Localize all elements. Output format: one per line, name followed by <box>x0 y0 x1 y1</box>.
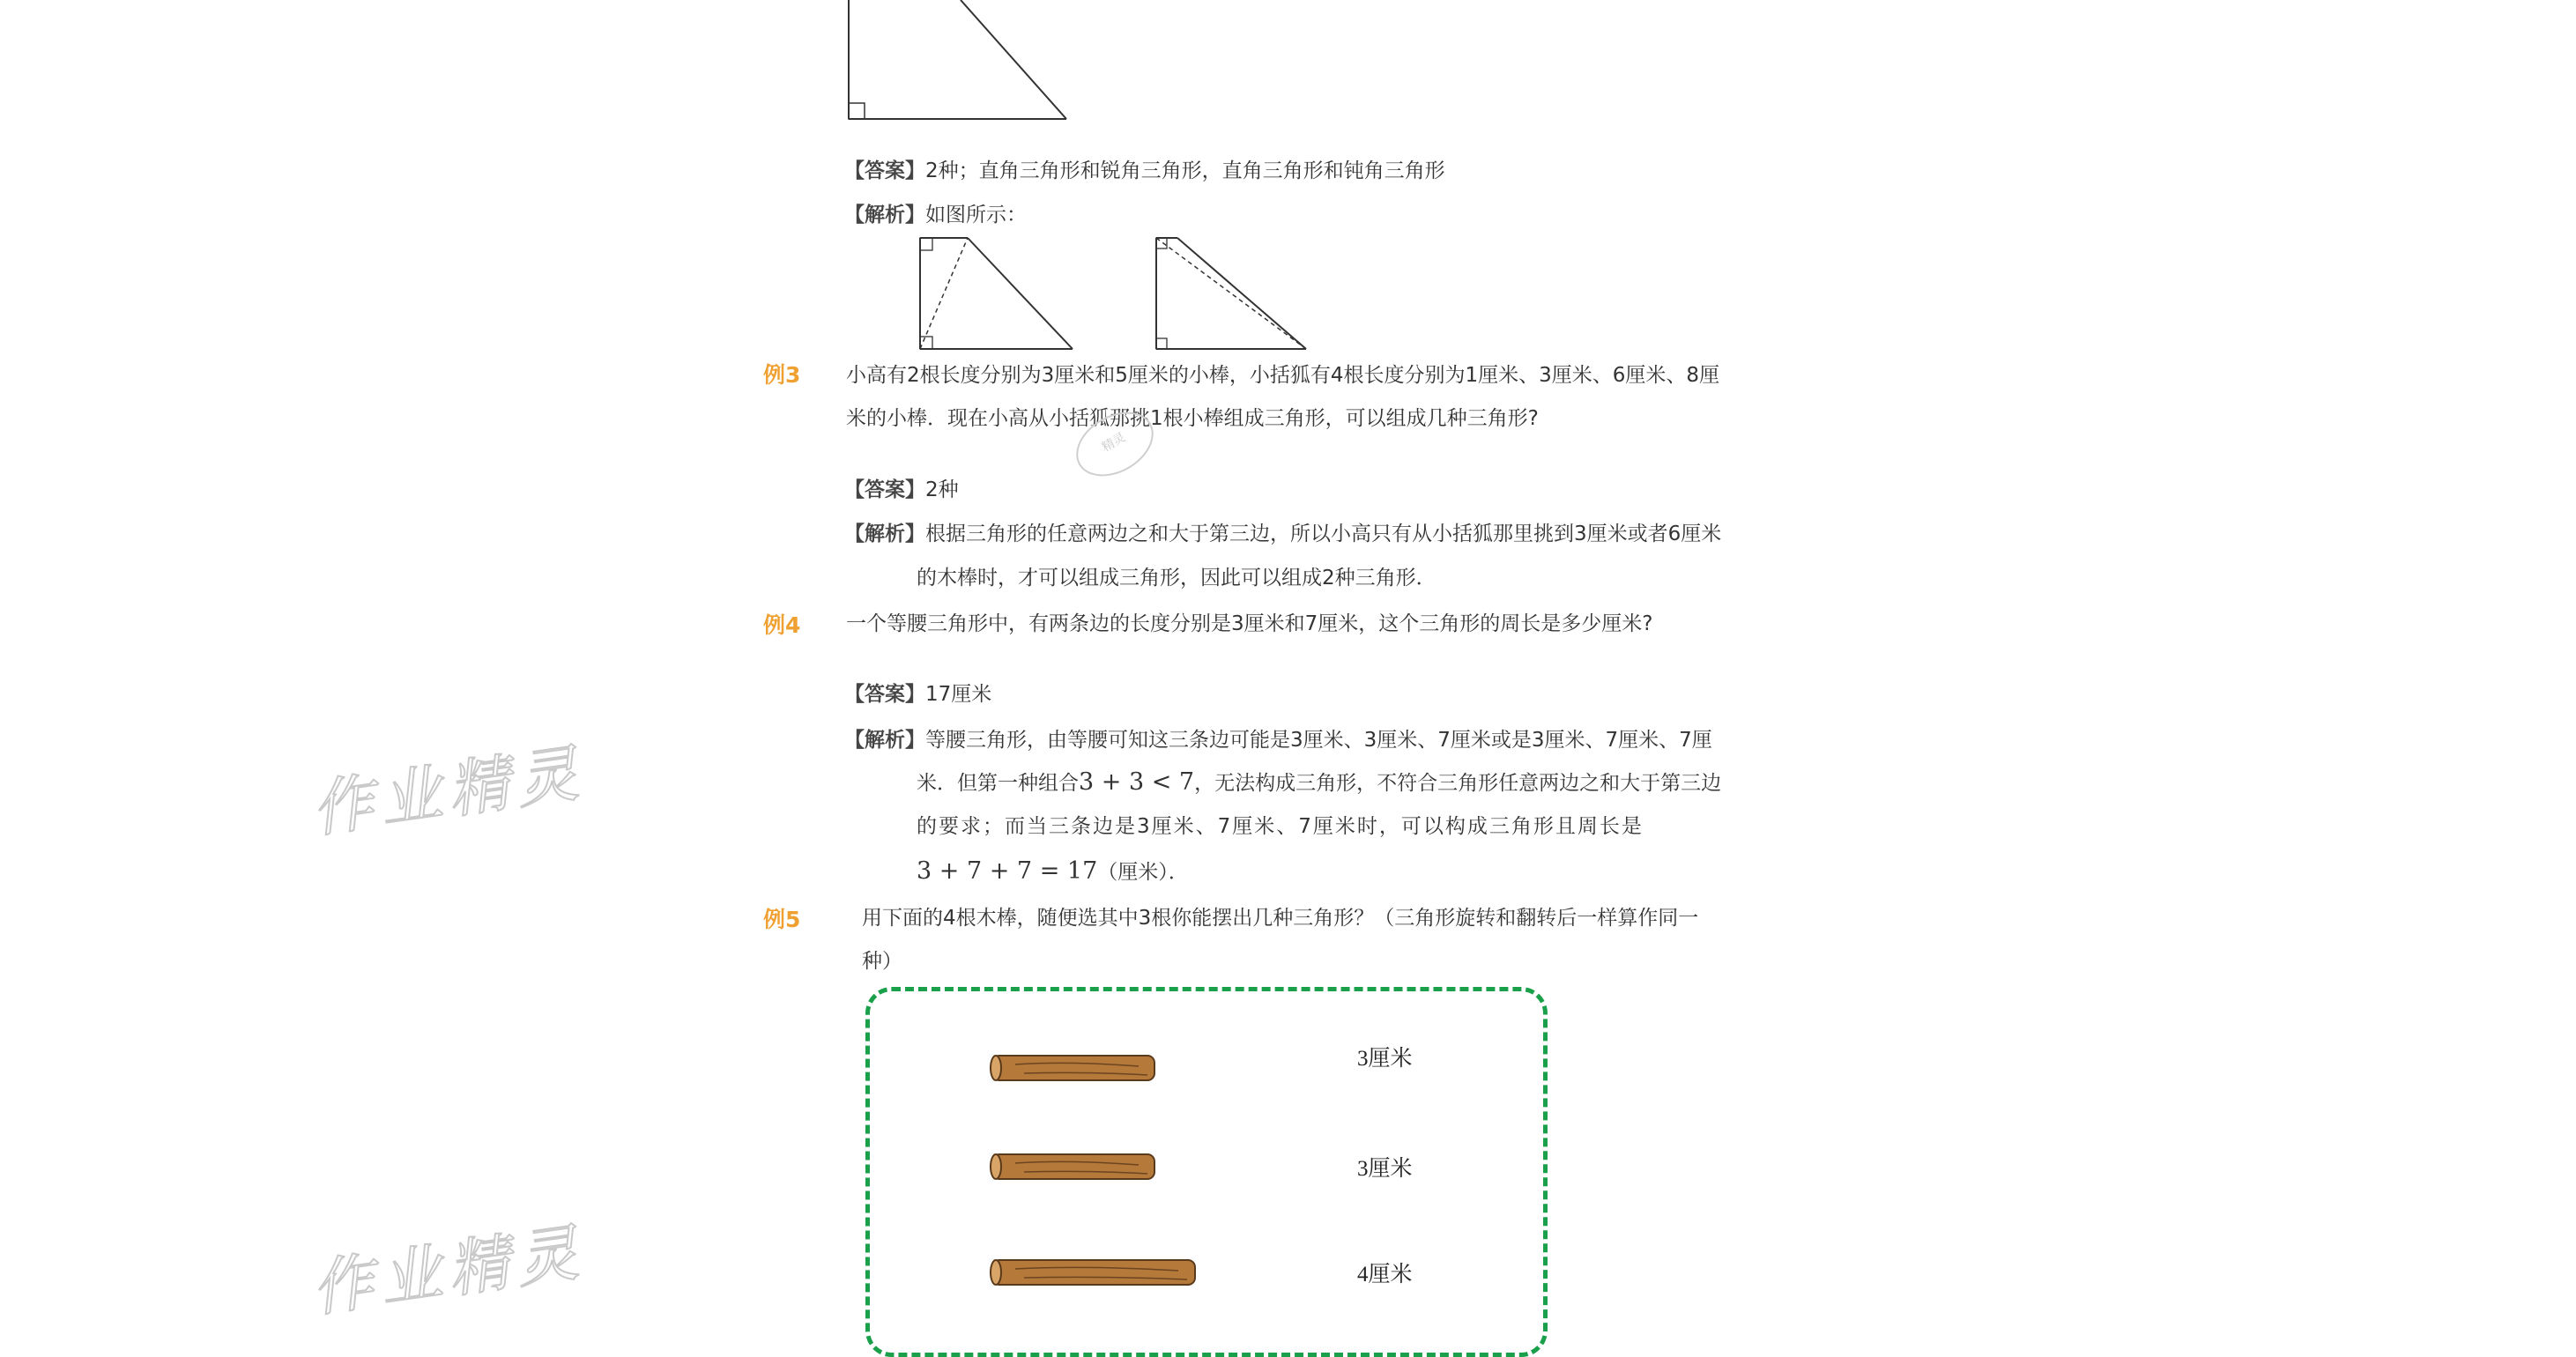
ex5-question-line-2: 种） <box>862 950 902 973</box>
ex3-analysis-line-1 <box>844 521 1721 547</box>
ex3-answer-text: 2种 <box>925 478 959 501</box>
ex4-analysis-text-2a: 米．但第一种组合 <box>917 772 1079 795</box>
ex4-analysis-text-4: （厘米）． <box>1097 861 1189 884</box>
ex4-inequality: 3 + 3 < 7 <box>1079 768 1195 796</box>
ex4-analysis-line-1 <box>844 727 1712 753</box>
top-trapezoid-figure <box>846 0 1022 123</box>
ex3-question-line-1: 小高有2根长度分别为3厘米和5厘米的小棒，小括狐有4根长度分别为1厘米、3厘米、6厘米、8厘 <box>846 364 1720 387</box>
example-4-label: 例4 <box>763 612 801 638</box>
ex4-question-line-1: 一个等腰三角形中，有两条边的长度分别是3厘米和7厘米，这个三角形的周长是多少厘米? <box>846 612 1653 635</box>
ex4-analysis-text-2b: ，无法构成三角形，不符合三角形任意两边之和大于第三边 <box>1194 772 1722 795</box>
answer-tag: 【答案】 <box>844 478 925 501</box>
sticks-dashed-box <box>865 987 1548 1357</box>
analysis-tag: 【解析】 <box>844 523 925 545</box>
example-3-label: 例3 <box>763 362 801 388</box>
ex2-answer-line <box>844 158 1445 184</box>
analysis-tag: 【解析】 <box>844 204 925 226</box>
ex4-analysis-line-4 <box>917 858 1189 886</box>
stick-2-length: 3厘米 <box>1357 1157 1413 1181</box>
answer-tag: 【答案】 <box>844 683 925 706</box>
stick-3-length: 4厘米 <box>1357 1263 1413 1287</box>
ex4-analysis-line-2 <box>917 769 1721 797</box>
stick-3 <box>989 1257 1200 1292</box>
ex4-answer-line <box>844 681 991 708</box>
ex3-question-line-2: 米的小棒．现在小高从小括狐那挑1根小棒组成三角形，可以组成几种三角形? <box>846 407 1539 430</box>
stick-1 <box>989 1052 1161 1087</box>
analysis-figure-right <box>1154 236 1313 355</box>
ex2-answer-text: 2种；直角三角形和锐角三角形，直角三角形和钝角三角形 <box>925 159 1445 182</box>
example-5-label: 例5 <box>763 907 801 932</box>
watermark-lower: 作业精灵 <box>307 1215 590 1326</box>
analysis-figure-left <box>918 236 1077 355</box>
ex3-analysis-text-1: 根据三角形的任意两边之和大于第三边，所以小高只有从小括狐那里挑到3厘米或者6厘米 <box>925 523 1722 545</box>
ex4-answer-text: 17厘米 <box>925 683 992 706</box>
watermark-upper: 作业精灵 <box>307 736 590 847</box>
ex2-analysis-text: 如图所示： <box>925 204 1027 226</box>
ex4-analysis-line-3: 的要求；而当三条边是3厘米、7厘米、7厘米时，可以构成三角形且周长是 <box>917 815 1644 838</box>
stick-2 <box>989 1151 1161 1186</box>
answer-tag: 【答案】 <box>844 159 925 182</box>
ex3-analysis-line-2: 的木棒时，才可以组成三角形，因此可以组成2种三角形． <box>917 567 1436 590</box>
ex3-answer-line <box>844 477 959 503</box>
ex2-analysis-line <box>844 202 1027 228</box>
ex5-question-line-1: 用下面的4根木棒，随便选其中3根你能摆出几种三角形？（三角形旋转和翻转后一样算作同一 <box>862 907 1699 930</box>
ex4-analysis-text-1: 等腰三角形，由等腰可知这三条边可能是3厘米、3厘米、7厘米或是3厘米、7厘米、7厘 <box>925 729 1712 752</box>
ex4-perimeter-equation: 3 + 7 + 7 = 17 <box>917 857 1098 885</box>
stamp-watermark: 精灵 <box>1065 399 1164 489</box>
analysis-tag: 【解析】 <box>844 729 925 752</box>
stick-1-length: 3厘米 <box>1357 1047 1413 1071</box>
